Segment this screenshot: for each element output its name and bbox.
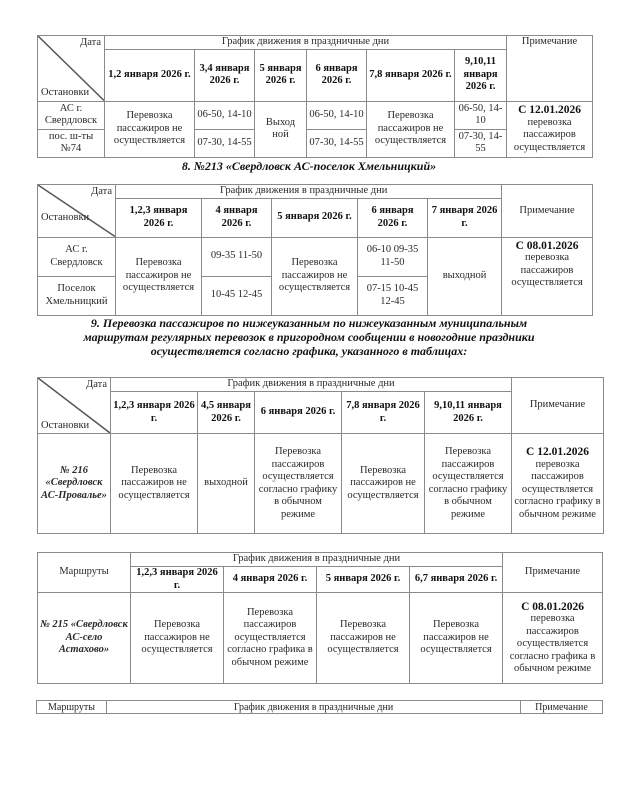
day-off-cell: Выход ной (255, 101, 307, 157)
date-label: Дата (91, 186, 112, 197)
regular-service-cell: Перевозка пассажиров осуществляется согласно графику в обычном режиме (255, 434, 342, 534)
day-off-cell: выходной (198, 434, 255, 534)
date-header: 5 января 2026 г. (272, 198, 358, 237)
no-service-cell: Перевозка пассажиров не осуществляется (272, 237, 358, 315)
date-header: 6 января 2026 г. (255, 392, 342, 434)
note-text: перевозка пассажиров осуществляется согласно графику в обычном режиме (514, 458, 601, 520)
note-header: Примечание (521, 701, 603, 714)
date-header: 1,2,3 января 2026 г. (131, 567, 224, 593)
note-date: С 12.01.2026 (518, 104, 581, 116)
time-cell: 06-50, 14-10 (195, 101, 255, 129)
stop-name: АС г. Свердловск (38, 101, 105, 129)
date-header: 6,7 января 2026 г. (410, 567, 503, 593)
note-header: Примечание (502, 185, 593, 238)
date-header: 5 января 2026 г. (255, 49, 307, 101)
time-cell: 09-35 11-50 (202, 237, 272, 276)
time-cell: 06-50, 14-10 (307, 101, 367, 129)
schedule-header: График движения в праздничные дни (111, 378, 512, 392)
note-text: перевозка пассажиров осуществляется (511, 252, 583, 288)
routes-header: Маршруты (37, 701, 107, 714)
routes-header: Маршруты (38, 553, 131, 593)
schedule-header: График движения в праздничные дни (116, 185, 502, 199)
no-service-cell: Перевозка пассажиров не осуществляется (342, 434, 425, 534)
note-header: Примечание (503, 553, 603, 593)
no-service-cell: Перевозка пассажиров не осуществляется (105, 101, 195, 157)
note-cell (512, 434, 604, 534)
date-header: 1,2,3 января 2026 г. (116, 198, 202, 237)
schedule-header: График движения в праздничные дни (107, 701, 521, 714)
time-cell: 07-30, 14-55 (455, 129, 507, 157)
no-service-cell: Перевозка пассажиров не осуществляется (131, 593, 224, 684)
note-date: С 08.01.2026 (521, 600, 584, 613)
note-text: перевозка пассажиров осуществляется (513, 116, 586, 153)
no-service-cell: Перевозка пассажиров не осуществляется (317, 593, 410, 684)
stops-label: Остановки (41, 419, 90, 431)
date-header: 4 января 2026 г. (202, 198, 272, 237)
date-header: 1,2 января 2026 г. (105, 49, 195, 101)
date-label: Дата (80, 37, 101, 48)
section-heading-9: 9. Перевозка пассажиров по нижеуказанным по нижеуказанным муниципальным маршрутам регулярных перевозок в пригородном сообщении в новогодние праздники осуществляется согласно графика, указанного в таблицах: (83, 316, 535, 358)
regular-service-cell: Перевозка пассажиров осуществляется согласно графика в обычном режиме (224, 593, 317, 684)
date-header: 6 января 2026 г. (358, 198, 428, 237)
date-header: 3,4 января 2026 г. (195, 49, 255, 101)
date-header: 5 января 2026 г. (317, 567, 410, 593)
stop-name: Поселок Хмельницкий (38, 276, 116, 315)
stop-name: АС г. Свердловск (38, 237, 116, 276)
section-heading-8: 8. №213 «Свердловск АС-поселок Хмельницкий» (181, 159, 437, 173)
no-service-cell: Перевозка пассажиров не осуществляется (367, 101, 455, 157)
no-service-cell: Перевозка пассажиров не осуществляется (111, 434, 198, 534)
note-header: Примечание (507, 36, 593, 102)
schedule-header: График движения в праздничные дни (131, 553, 503, 567)
note-date: С 08.01.2026 (515, 239, 579, 252)
date-header: 1,2,3 января 2026 г. (111, 392, 198, 434)
stops-label: Остановки (41, 87, 90, 98)
time-cell: 07-15 10-45 12-45 (358, 276, 428, 315)
schedule-header: График движения в праздничные дни (105, 36, 507, 50)
schedule-table-1 (37, 35, 593, 158)
note-header: Примечание (512, 378, 604, 434)
header-diagonal-cell (38, 378, 111, 434)
note-cell (507, 101, 593, 157)
stops-label: Остановки (41, 212, 90, 223)
date-label: Дата (86, 379, 107, 390)
header-diagonal-cell (38, 185, 116, 238)
date-header: 4 января 2026 г. (224, 567, 317, 593)
date-header: 7,8 января 2026 г. (342, 392, 425, 434)
schedule-table-5 (36, 700, 603, 714)
regular-service-cell: Перевозка пассажиров осуществляется согласно графику в обычном режиме (425, 434, 512, 534)
no-service-cell: Перевозка пассажиров не осуществляется (116, 237, 202, 315)
date-header: 9,10,11 января 2026 г. (455, 49, 507, 101)
day-off-cell: выходной (428, 237, 502, 315)
time-cell: 10-45 12-45 (202, 276, 272, 315)
time-cell: 06-50, 14-10 (455, 101, 507, 129)
header-diagonal-cell (38, 36, 105, 102)
date-header: 9,10,11 января 2026 г. (425, 392, 512, 434)
no-service-cell: Перевозка пассажиров не осуществляется (410, 593, 503, 684)
schedule-table-2 (37, 184, 593, 316)
time-cell: 07-30, 14-55 (195, 129, 255, 157)
date-header: 7,8 января 2026 г. (367, 49, 455, 101)
date-header: 6 января 2026 г. (307, 49, 367, 101)
route-name: № 215 «Свердловск АС-село Астахово» (38, 593, 131, 684)
note-date: С 12.01.2026 (526, 446, 589, 458)
route-name: № 216 «Свердловск АС-Провалье» (38, 434, 111, 534)
date-header: 4,5 января 2026 г. (198, 392, 255, 434)
time-cell: 06-10 09-35 11-50 (358, 237, 428, 276)
date-header: 7 января 2026 г. (428, 198, 502, 237)
note-cell (503, 593, 603, 684)
schedule-table-3 (37, 377, 604, 534)
time-cell: 07-30, 14-55 (307, 129, 367, 157)
note-text: перевозка пассажиров осуществляется согласно графика в обычном режиме (509, 613, 596, 674)
stop-name: пос. ш-ты №74 (38, 129, 105, 157)
note-cell (502, 237, 593, 315)
schedule-table-4 (37, 552, 603, 684)
